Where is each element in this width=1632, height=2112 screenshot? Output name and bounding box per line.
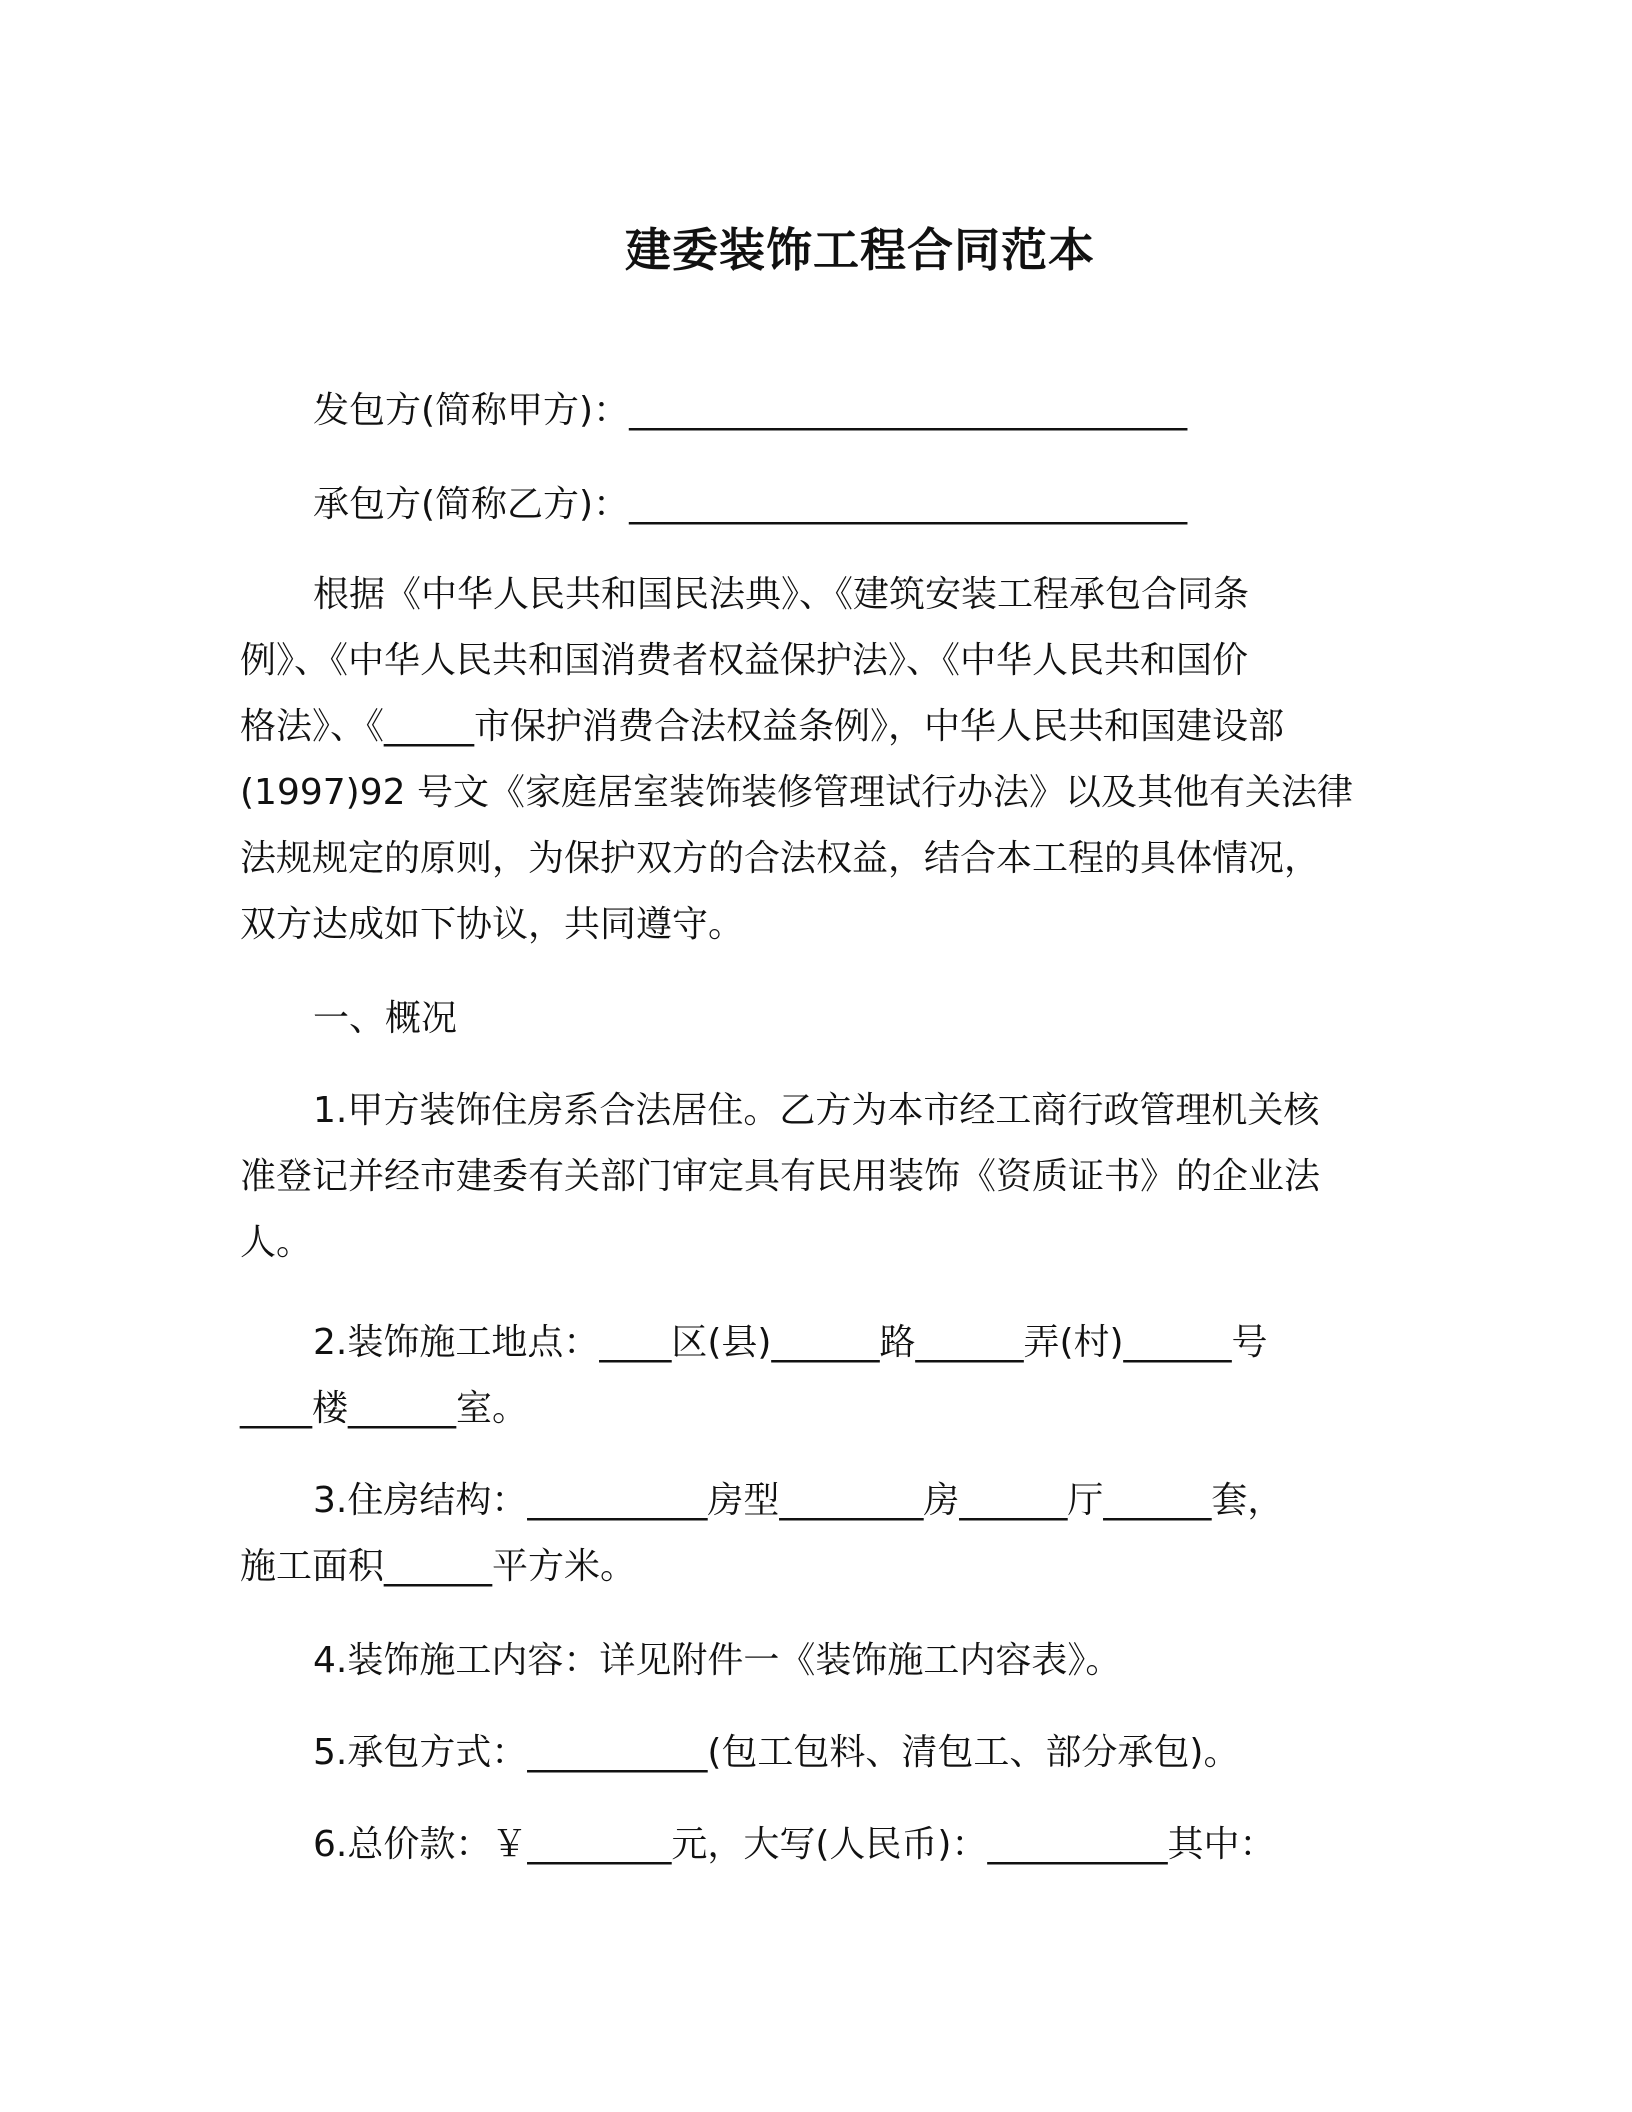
item-2-line: ____楼______室。: [240, 1388, 529, 1429]
preamble-line: 根据《中华人民共和国民法典》、《建筑安装工程承包合同条: [313, 574, 1250, 615]
item-1-line: 准登记并经市建委有关部门审定具有民用装饰《资质证书》的企业法: [240, 1156, 1321, 1197]
preamble-line: 双方达成如下协议，共同遵守。: [240, 904, 745, 945]
item-1-line: 人。: [240, 1222, 313, 1263]
document-title: 建委装饰工程合同范本: [625, 223, 1095, 277]
item-5-line: 5.承包方式：__________(包工包料、清包工、部分承包)。: [313, 1732, 1240, 1773]
section-heading: 一、概况: [313, 998, 458, 1039]
item-4-line: 4.装饰施工内容：详见附件一《装饰施工内容表》。: [313, 1640, 1122, 1681]
party-a-line: 发包方(简称甲方)：_______________________________: [313, 390, 1188, 431]
preamble-line: (1997)92 号文《家庭居室装饰装修管理试行办法》以及其他有关法律: [240, 772, 1353, 813]
party-b-line: 承包方(简称乙方)：_______________________________: [313, 484, 1188, 525]
item-3-line: 施工面积______平方米。: [240, 1546, 637, 1587]
item-3-line: 3.住房结构：__________房型________房______厅______套，: [313, 1480, 1284, 1521]
preamble-line: 格法》、《_____市保护消费合法权益条例》，中华人民共和国建设部: [240, 706, 1285, 747]
item-2-line: 2.装饰施工地点：____区(县)______路______弄(村)______号: [313, 1322, 1268, 1363]
item-1-line: 1.甲方装饰住房系合法居住。乙方为本市经工商行政管理机关核: [313, 1090, 1320, 1131]
preamble-line: 例》、《中华人民共和国消费者权益保护法》、《中华人民共和国价: [240, 640, 1249, 681]
preamble-line: 法规规定的原则，为保护双方的合法权益，结合本工程的具体情况，: [240, 838, 1321, 879]
item-6-line: 6.总价款：￥________元，大写(人民币)：__________其中：: [313, 1824, 1276, 1865]
